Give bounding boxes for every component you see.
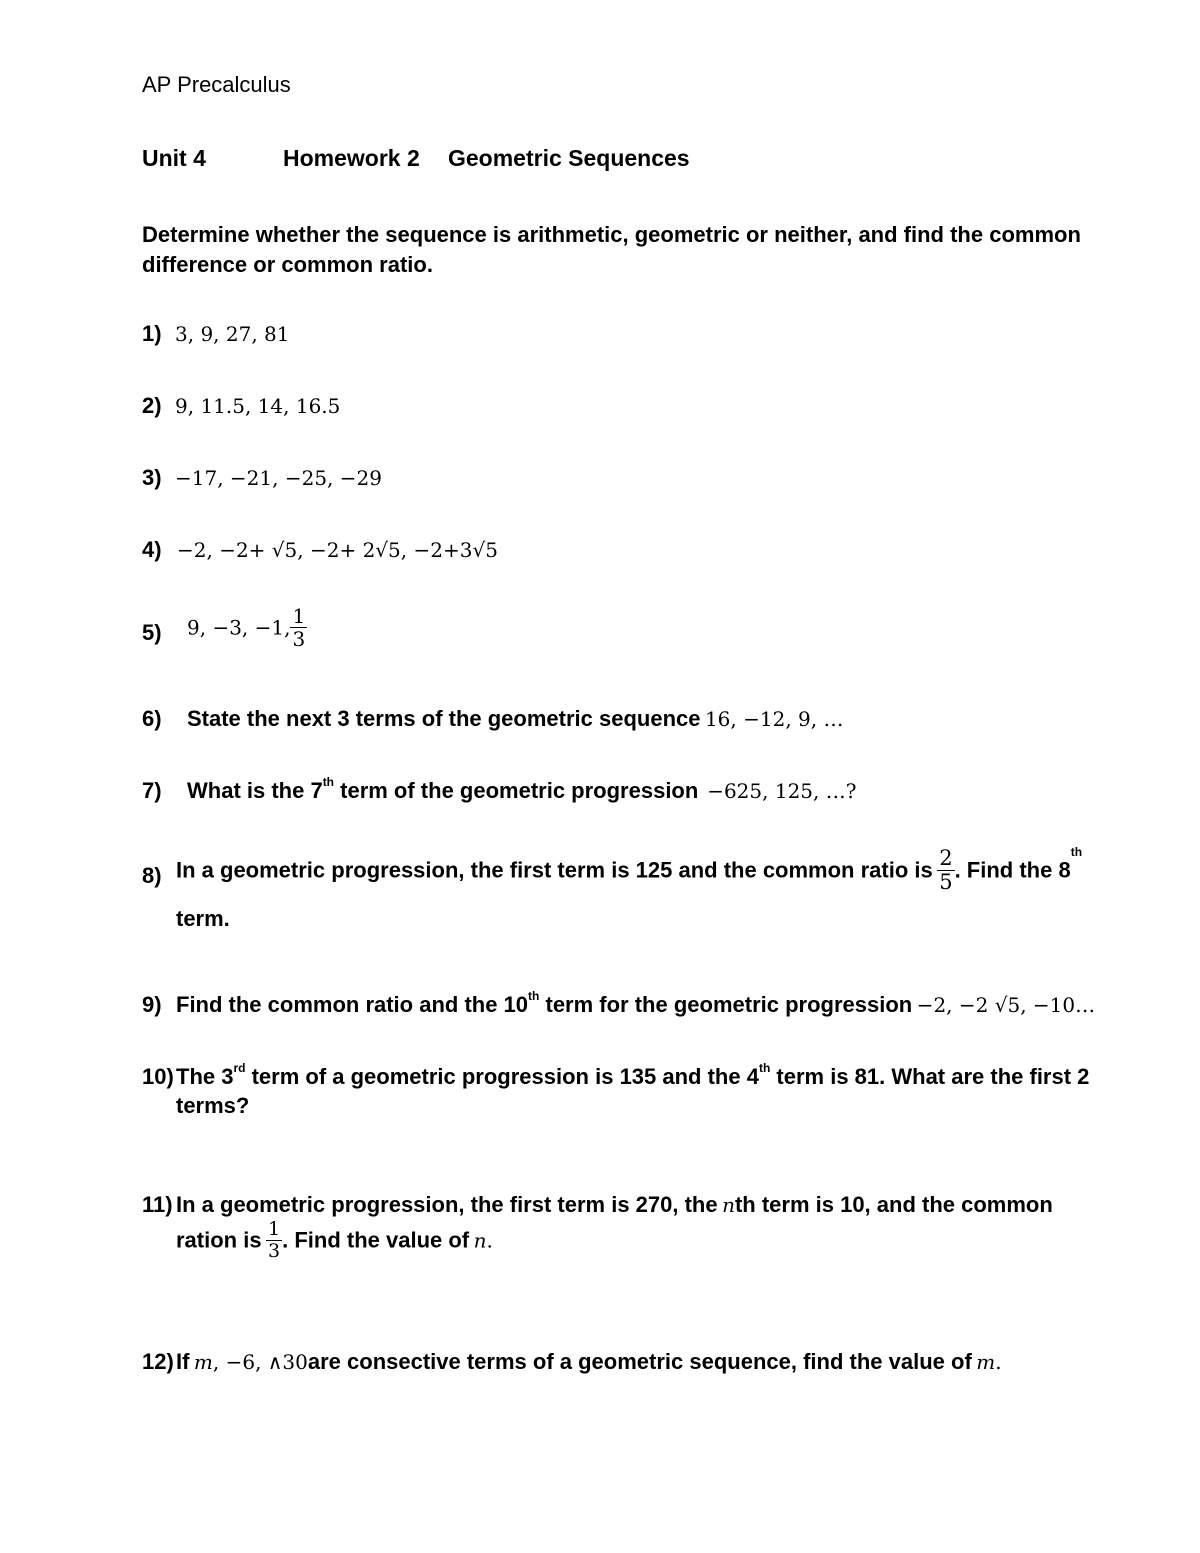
problem-6-text: State the next 3 terms of the geometric sequence — [187, 706, 701, 731]
problem-4-sequence: −2, −2+ √5, −2+ 2√5, −2+3√5 — [177, 538, 498, 562]
ordinal-suffix: th — [758, 1061, 771, 1075]
homework-label: Homework 2 — [283, 145, 420, 171]
problem-7-line — [187, 775, 857, 804]
problem-3-number: 3) — [142, 465, 162, 490]
variable-m: m — [976, 1350, 996, 1374]
problem-8-line — [176, 845, 1083, 894]
problem-11-text-a: In a geometric progression, the first term is 270, the — [176, 1192, 718, 1217]
problem-5-sequence — [187, 606, 307, 649]
problem-10-text-c: term is 81. What are the first 2 — [770, 1064, 1090, 1089]
problem-12-line — [176, 1349, 1002, 1375]
problem-5-fraction — [290, 606, 307, 649]
problem-9-text-b: term for the geometric progression — [539, 992, 913, 1017]
course-name: AP Precalculus — [142, 72, 291, 97]
instructions-line-1: Determine whether the sequence is arithmetic, geometric or neither, and find the common — [142, 222, 1081, 247]
ordinal-suffix: rd — [233, 1061, 246, 1075]
fraction-numerator: 2 — [939, 846, 953, 870]
problem-11-line-2 — [176, 1220, 493, 1261]
problem-9-number: 9) — [142, 992, 162, 1017]
problem-7-text-b: term of the geometric progression — [334, 778, 699, 803]
problem-6-sequence: 16, −12, 9, … — [704, 707, 844, 731]
problem-10-line — [176, 1061, 1090, 1090]
problem-8-fraction — [937, 848, 954, 893]
problem-12-number: 12) — [142, 1349, 174, 1374]
problem-10-text-a: The 3 — [176, 1064, 234, 1089]
variable-m: m — [193, 1350, 213, 1374]
problem-11-text-b: th term is 10, and the common — [734, 1192, 1053, 1217]
problem-3-sequence: −17, −21, −25, −29 — [175, 466, 382, 490]
ordinal-suffix: th — [528, 989, 540, 1003]
problem-12-text-a: If — [176, 1349, 190, 1374]
topic-title: Geometric Sequences — [448, 145, 690, 171]
problem-6-number: 6) — [142, 706, 162, 731]
problem-2-sequence: 9, 11.5, 14, 16.5 — [175, 394, 341, 418]
fraction-numerator: 1 — [268, 1218, 281, 1240]
problem-8-text-a: In a geometric progression, the first term is 125 and the common ratio is — [176, 857, 933, 883]
problem-8-number: 8) — [142, 863, 162, 888]
problem-11-line — [176, 1192, 1053, 1218]
problem-10-number: 10) — [142, 1064, 174, 1089]
problem-1-number: 1) — [142, 321, 162, 346]
problem-10-line-2: terms? — [176, 1093, 250, 1118]
problem-4-number: 4) — [142, 537, 162, 562]
unit-label: Unit 4 — [142, 145, 206, 171]
problem-5-number: 5) — [142, 620, 162, 645]
problem-11-number: 11) — [142, 1192, 173, 1217]
variable-n: n — [473, 1228, 487, 1253]
problem-7-text-a: What is the 7 — [187, 778, 323, 803]
problem-11-fraction — [266, 1220, 282, 1261]
problem-5-terms: 9, −3, −1, — [187, 615, 291, 640]
fraction-denominator: 3 — [292, 627, 306, 651]
problem-12-text-b: are consective terms of a geometric sequence, find the value of — [307, 1349, 972, 1374]
problem-2-number: 2) — [142, 393, 162, 418]
fraction-denominator: 3 — [268, 1240, 281, 1262]
problem-7-number: 7) — [142, 778, 162, 803]
fraction-numerator: 1 — [292, 604, 306, 628]
problem-8-text-b: . Find the 8 — [954, 857, 1071, 883]
fraction-denominator: 5 — [939, 870, 953, 894]
problem-7-sequence: −625, 125, …? — [707, 779, 857, 803]
problem-9-text-a: Find the common ratio and the 10 — [176, 992, 529, 1017]
problem-9-line — [176, 989, 1096, 1018]
problem-10-text-b: term of a geometric progression is 135 and the 4 — [245, 1064, 759, 1089]
problem-8-line-2: term. — [176, 906, 230, 931]
period: . — [995, 1350, 1002, 1374]
instructions-line-2: difference or common ratio. — [142, 252, 433, 277]
ordinal-suffix: th — [1070, 845, 1083, 859]
problem-11-line-2-text-a: ration is — [176, 1227, 262, 1253]
problem-9-sequence: −2, −2 √5, −10… — [916, 993, 1096, 1017]
problem-11-line-2-text-b: . Find the value of — [282, 1227, 470, 1253]
problem-1-sequence: 3, 9, 27, 81 — [175, 322, 290, 346]
ordinal-suffix: th — [322, 775, 335, 789]
period: . — [486, 1228, 493, 1253]
problem-6-line — [187, 706, 843, 732]
problem-12-terms: , −6, ∧30 — [212, 1350, 308, 1374]
variable-n: n — [722, 1193, 735, 1217]
